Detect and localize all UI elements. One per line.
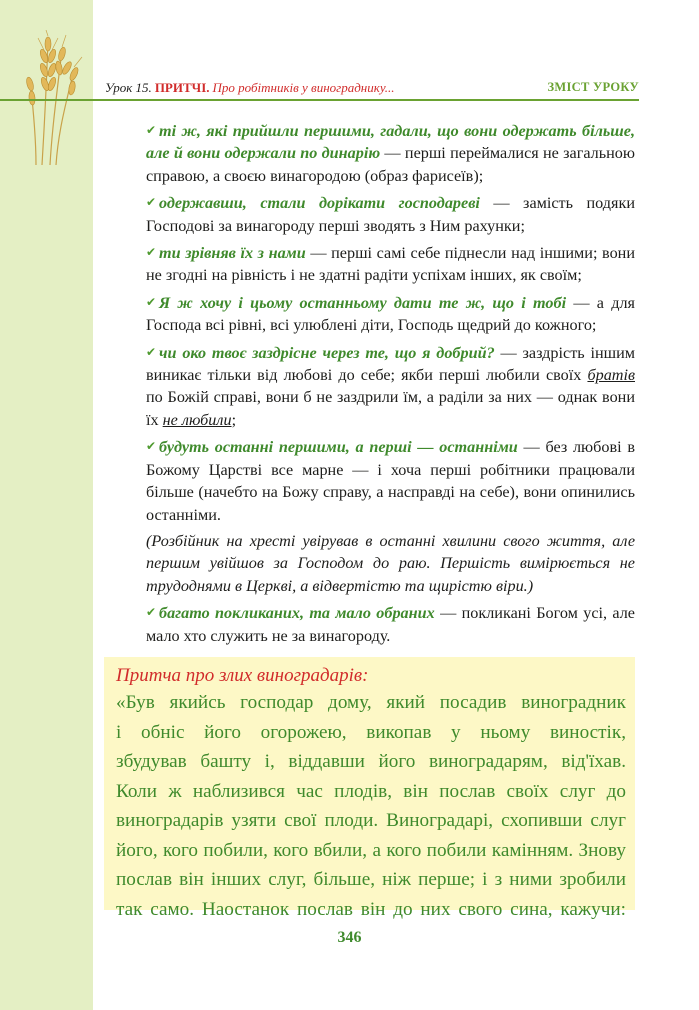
parable-line: послав він інших слуг, більше, ніж перше; і з ними зробили — [116, 869, 626, 890]
parable-line: так само. Наостанок послав він до них свого сина, кажучи: — [116, 898, 626, 920]
quote-highlight: ті ж, які прийшли першими, гадали, що вони одержать більше, але й вони одержали по динарію — [146, 122, 635, 163]
checkmark-icon: ✔ — [146, 245, 157, 260]
list-item — [146, 341, 635, 432]
checkmark-icon: ✔ — [146, 439, 157, 454]
parable-line: «Був якийсь господар дому, який посадив виноградник — [116, 692, 626, 713]
item-text: — покликані Богом усі, але мало хто служить не за винагороду. — [146, 604, 635, 645]
item-text: — перші переймалися не загальною справою, а своєю винагородою (образ фарисеїв); — [146, 144, 635, 185]
checkmark-icon: ✔ — [146, 605, 157, 620]
parable-box — [104, 657, 635, 920]
main-content — [146, 119, 635, 651]
item-text: — перші самі себе піднесли над іншими; вони не згодні на рівність і не здатні радіти успіхам інших, як своїм; — [146, 244, 635, 285]
item-text: по Божій справі, вони б не заздрили їм, а раділи за них — однак вони їх — [146, 388, 635, 429]
parable-line: і обніс його огорожею, викопав у ньому виностік, — [116, 721, 626, 743]
page-number: 346 — [337, 929, 362, 946]
checkmark-icon: ✔ — [146, 294, 157, 309]
underlined-word: не любили — [162, 410, 232, 429]
parable-text — [116, 688, 626, 924]
parable-line: його, кого побили, кого вбили, а кого побили камінням. Знову — [116, 839, 626, 861]
parable-line: виноградарів узяти свої плоди. Виноградарі, схопивши слуг — [116, 810, 626, 831]
quote-highlight: багато покликаних, та мало обраних — [159, 604, 435, 623]
item-text: — замість подяки Господові за винагороду перші зводять з Ним рахунки; — [146, 194, 635, 235]
quote-highlight: чи око твоє заздрісне через те, що я добрий? — [159, 343, 495, 362]
list-item — [146, 435, 635, 526]
lesson-subtitle: Про робітників у винограднику... — [212, 80, 395, 95]
list-item — [146, 191, 635, 237]
list-item — [146, 119, 635, 187]
checkmark-icon: ✔ — [146, 123, 157, 137]
breadcrumb — [105, 80, 395, 96]
wheat-icon — [22, 30, 92, 165]
contents-link[interactable]: ЗМІСТ УРОКУ — [547, 80, 639, 94]
quote-highlight: будуть останні першими, а перші — останніми — [159, 438, 518, 457]
item-text: — а для Господа всі рівні, всі улюблені діти, Господь щедрий до кожного; — [146, 293, 635, 335]
item-text: ; — [231, 410, 237, 429]
list-item — [146, 291, 635, 337]
lesson-number: Урок 15. — [105, 80, 152, 95]
list-item — [146, 601, 635, 647]
note-paragraph: (Розбійник на хресті увірував в останні хвилини свого життя, але першим увійшов за Господом до раю. Першість вимірюється не трудоднями в Церкві, а відвертістю та щирістю віри.) — [146, 531, 635, 595]
quote-highlight: Я ж хочу і цьому останньому дати те ж, що і тобі — [159, 293, 567, 312]
item-text: — заздрість іншим виникає тільки від любові до себе; якби перші любили своїх — [146, 343, 635, 385]
header-divider — [0, 99, 639, 101]
list-item — [146, 241, 635, 287]
lesson-topic: ПРИТЧІ. — [154, 80, 210, 95]
parable-line: Коли ж наблизився час плодів, він послав своїх слуг до — [116, 780, 626, 802]
parable-line: збудував башту і, віддавши його виноградарям, від'їхав. — [116, 751, 626, 772]
underlined-word: братів — [587, 366, 635, 385]
item-text: — без любові в Божому Царстві все марне — і хоча перші робітники працювали більше (начебто на Божу справу, а насправді на себе), вони опинились останніми. — [146, 438, 635, 524]
checkmark-icon: ✔ — [146, 195, 157, 210]
sidebar-strip — [0, 0, 93, 1010]
checkmark-icon: ✔ — [146, 344, 157, 359]
parable-title: Притча про злих виноградарів: — [116, 665, 369, 686]
quote-highlight: ти зрівняв їх з нами — [159, 244, 306, 263]
quote-highlight: одержавши, стали дорікати господареві — [159, 194, 480, 213]
page-header — [93, 78, 639, 100]
